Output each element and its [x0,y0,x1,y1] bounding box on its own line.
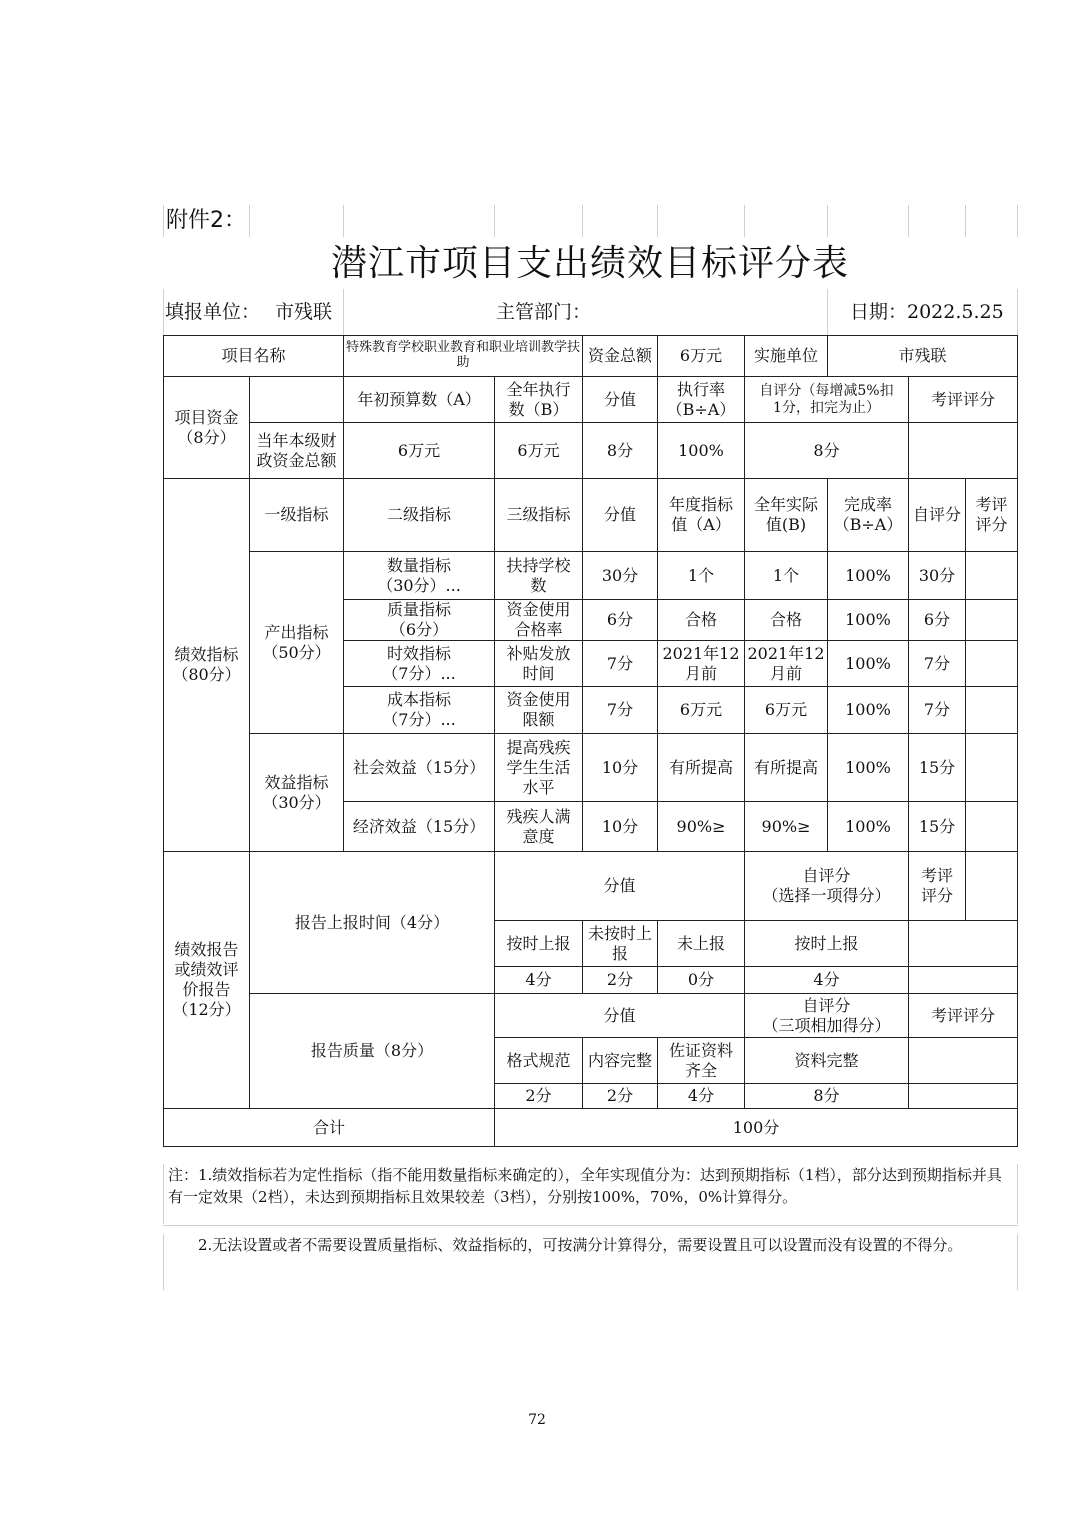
gridline [163,289,164,335]
output-l3: 补贴发放 时间 [494,640,583,687]
output-score: 7分 [582,686,658,734]
benefit-score: 10分 [582,733,658,802]
perf-header-rate: 完成率 （B÷A） [827,478,909,552]
report-time-opt: 未上报 [657,920,745,967]
output-l3: 资金使用 合格率 [494,599,583,641]
report-time-self-header: 自评分 （选择一项得分） [744,851,909,921]
perf-header-review: 考评 评分 [965,478,1018,552]
output-l3: 扶持学校 数 [494,551,583,600]
date-label: 日期：2022.5.25 [850,301,1004,324]
report-quality-opt-score: 4分 [657,1083,745,1109]
benefit-review [965,733,1018,802]
output-self: 7分 [908,686,966,734]
benefit-l3: 残疾人满 意度 [494,801,583,852]
perf-header-self: 自评分 [908,478,966,552]
unit-value: 市残联 [275,301,333,324]
report-quality-review-header: 考评评分 [908,993,1018,1038]
output-self: 6分 [908,599,966,641]
report-time-opt: 未按时上 报 [582,920,658,967]
output-l2: 质量指标 （6分） [343,599,495,641]
benefit-target: 90%≥ [657,801,745,852]
benefit-score: 10分 [582,801,658,852]
gridline [249,205,250,237]
benefit-self: 15分 [908,733,966,802]
report-quality-label: 报告质量（8分） [249,993,495,1109]
col-exec: 全年执行 数（B） [494,376,583,423]
funds-section-label: 项目资金 （8分） [163,376,250,479]
benefit-rate: 100% [827,733,909,802]
benefit-review [965,801,1018,852]
output-l2: 时效指标 （7分）... [343,640,495,687]
gridline [908,205,909,237]
funds-total-label: 资金总额 [582,335,658,377]
output-rate: 100% [827,640,909,687]
funds-review [908,422,1018,479]
perf-header-target: 年度指标 值（A） [657,478,745,552]
report-quality-review-value [908,1037,1018,1084]
output-actual: 2021年12 月前 [744,640,828,687]
report-quality-review-score [908,1083,1018,1109]
output-l2: 成本指标 （7分）... [343,686,495,734]
output-score: 6分 [582,599,658,641]
output-l3: 资金使用 限额 [494,686,583,734]
output-l2: 数量指标 （30分）... [343,551,495,600]
output-indicator-label: 产出指标 （50分） [249,551,344,734]
dept-label: 主管部门： [496,301,592,324]
report-time-review-value [908,920,1018,967]
report-time-opt: 按时上报 [494,920,583,967]
output-target: 2021年12 月前 [657,640,745,687]
report-time-opt-score: 2分 [582,966,658,994]
report-section-label: 绩效报告 或绩效评 价报告 （12分） [163,851,250,1109]
funds-rate: 100% [657,422,745,479]
report-quality-opt: 格式规范 [494,1037,583,1084]
benefit-l3: 提高残疾 学生生活 水平 [494,733,583,802]
report-time-score-header: 分值 [494,851,745,921]
report-quality-opt-score: 2分 [494,1083,583,1109]
output-self: 30分 [908,551,966,600]
report-time-opt-score: 0分 [657,966,745,994]
total-value: 100分 [494,1108,1018,1147]
perf-header-score: 分值 [582,478,658,552]
col-self: 自评分（每增减5%扣 1分，扣完为止） [744,376,909,423]
output-self: 7分 [908,640,966,687]
gridline [965,205,966,237]
col-review: 考评评分 [908,376,1018,423]
perf-header-l2: 二级指标 [343,478,495,552]
output-target: 6万元 [657,686,745,734]
output-review [965,551,1018,600]
output-rate: 100% [827,551,909,600]
note-divider [163,1225,1018,1226]
gridline [1017,205,1018,237]
report-time-review-header: 考评 评分 [908,851,966,921]
report-time-review-blank [965,851,1018,921]
report-time-self-score: 4分 [744,966,909,994]
note-2: 2.无法设置或者不需要设置质量指标、效益指标的，可按满分计算得分，需要设置且可以设置而没有设置的不得分。 [163,1234,1018,1290]
col-score: 分值 [582,376,658,423]
perf-header-l3: 三级指标 [494,478,583,552]
perf-header-l1: 一级指标 [249,478,344,552]
output-rate: 100% [827,599,909,641]
perf-section-label: 绩效指标 （80分） [163,478,250,852]
report-quality-opt: 内容完整 [582,1037,658,1084]
output-review [965,640,1018,687]
output-target: 1个 [657,551,745,600]
gridline [657,205,658,237]
gridline [582,205,583,237]
col-rate: 执行率 （B÷A） [657,376,745,423]
impl-unit-value: 市残联 [827,335,1018,377]
funds-blank-cell [249,376,344,423]
note-1: 注：1.绩效指标若为定性指标（指不能用数量指标来确定的），全年实现值分为：达到预期指标（1档），部分达到预期指标并具有一定效果（2档），未达到预期指标且效果较差（3档），分别按100%，70%，0%计算得分。 [163,1164,1018,1224]
report-time-review-score [908,966,1018,994]
funds-exec: 6万元 [494,422,583,479]
report-quality-self-value: 资料完整 [744,1037,909,1084]
col-budget: 年初预算数（A） [343,376,495,423]
project-name-label: 项目名称 [163,335,344,377]
gridline [744,205,745,237]
benefit-indicator-label: 效益指标 （30分） [249,733,344,852]
total-label: 合计 [163,1108,495,1147]
output-review [965,599,1018,641]
benefit-l2: 经济效益（15分） [343,801,495,852]
output-review [965,686,1018,734]
report-quality-self-score: 8分 [744,1083,909,1109]
gridline [827,205,828,237]
benefit-actual: 90%≥ [744,801,828,852]
project-name-value: 特殊教育学校职业教育和职业培训教学扶助 [343,335,583,377]
funds-row-label: 当年本级财 政资金总额 [249,422,344,479]
funds-self: 8分 [744,422,909,479]
benefit-actual: 有所提高 [744,733,828,802]
funds-total-value: 6万元 [657,335,745,377]
attachment-label: 附件2： [166,208,246,234]
benefit-self: 15分 [908,801,966,852]
report-time-opt-score: 4分 [494,966,583,994]
report-quality-score-header: 分值 [494,993,745,1038]
output-actual: 1个 [744,551,828,600]
output-rate: 100% [827,686,909,734]
gridline [343,205,344,237]
impl-unit-label: 实施单位 [744,335,828,377]
output-actual: 6万元 [744,686,828,734]
page-number: 72 [528,1412,546,1428]
gridline [343,289,344,335]
report-time-label: 报告上报时间（4分） [249,851,495,994]
perf-header-actual: 全年实际 值(B) [744,478,828,552]
benefit-l2: 社会效益（15分） [343,733,495,802]
report-quality-opt: 佐证资料 齐全 [657,1037,745,1084]
benefit-target: 有所提高 [657,733,745,802]
gridline [1017,289,1018,335]
benefit-rate: 100% [827,801,909,852]
report-time-self-value: 按时上报 [744,920,909,967]
report-quality-opt-score: 2分 [582,1083,658,1109]
output-target: 合格 [657,599,745,641]
output-score: 30分 [582,551,658,600]
gridline [494,205,495,237]
gridline [827,289,828,335]
report-quality-self-header: 自评分 （三项相加得分） [744,993,909,1038]
output-actual: 合格 [744,599,828,641]
unit-label: 填报单位： [165,301,261,324]
funds-score: 8分 [582,422,658,479]
funds-budget: 6万元 [343,422,495,479]
output-score: 7分 [582,640,658,687]
page-title: 潜江市项目支出绩效目标评分表 [330,242,849,284]
